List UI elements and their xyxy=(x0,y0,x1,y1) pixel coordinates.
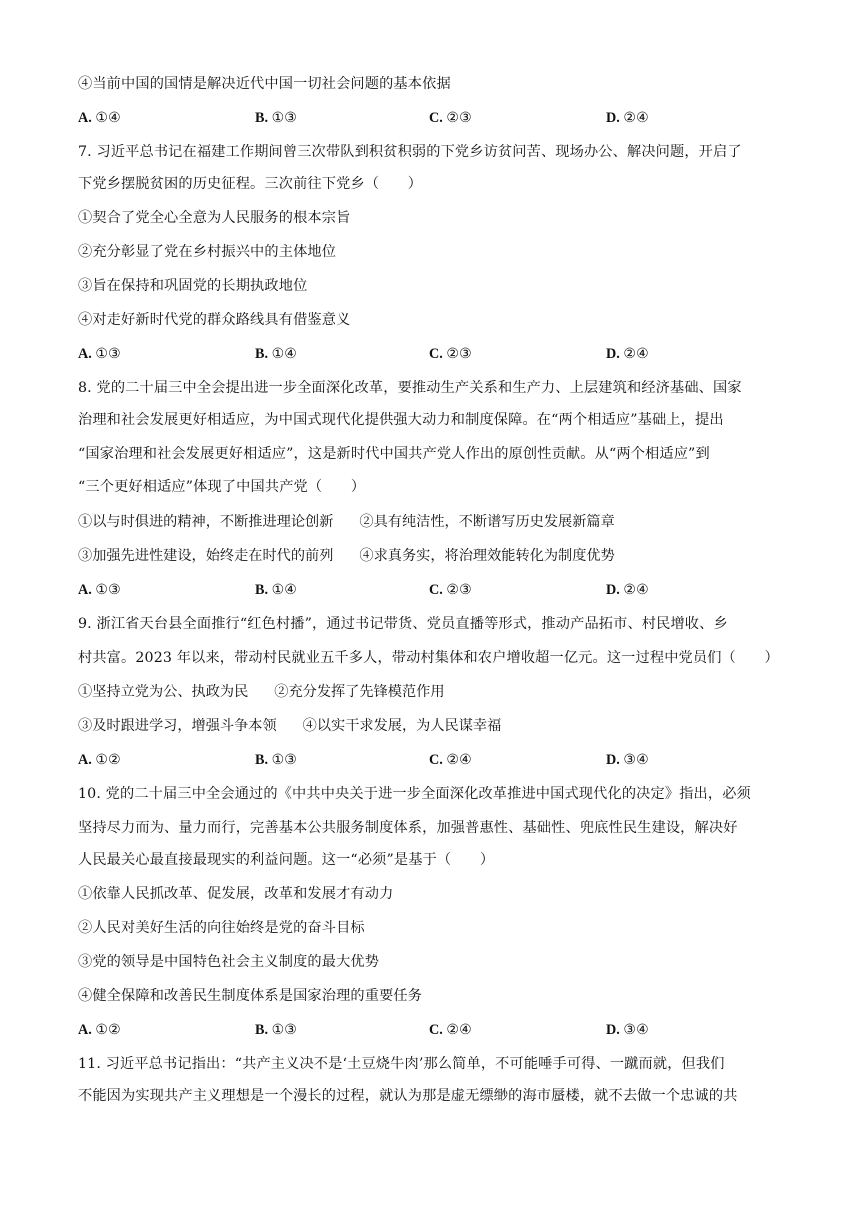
statement-2: ②充分彰显了党在乡村振兴中的主体地位 xyxy=(78,244,337,260)
answer-options-q9 xyxy=(78,750,778,770)
answer-options-q6 xyxy=(78,108,778,128)
statement-1: ①依靠人民抓改革、促发展，改革和发展才有动力 xyxy=(78,886,394,902)
question-9-stem-cont: 村共富。2023 年以来，带动村民就业五千多人，带动村集体和农户增收超一亿元。这一过程中党员们（ ） xyxy=(78,650,779,666)
question-8-stem-cont: “三个更好相适应”体现了中国共产党（ ） xyxy=(78,479,366,495)
question-7-stem: 7. 习近平总书记在福建工作期间曾三次带队到积贫积弱的下党乡访贫问苦、现场办公、解决问题，开启了 xyxy=(78,144,742,160)
option-b[interactable]: B. ①④ xyxy=(255,582,298,598)
option-c[interactable]: C. ②③ xyxy=(429,110,472,126)
option-d[interactable]: D. ③④ xyxy=(606,1022,649,1038)
option-a[interactable]: A. ①④ xyxy=(78,110,121,126)
question-8-stem-cont: 治理和社会发展更好相适应，为中国式现代化提供强大动力和制度保障。在“两个相适应”基础上，提出 xyxy=(78,412,724,428)
statement-1: ①契合了党全心全意为人民服务的根本宗旨 xyxy=(78,210,351,226)
statement-3: ③党的领导是中国特色社会主义制度的最大优势 xyxy=(78,954,380,970)
statement-2: ②充分发挥了先锋模范作用 xyxy=(274,684,445,700)
statement-4: ④对走好新时代党的群众路线具有借鉴意义 xyxy=(78,312,351,328)
statement-2: ②具有纯洁性，不断谱写历史发展新篇章 xyxy=(359,514,615,530)
option-b[interactable]: B. ①③ xyxy=(255,110,298,126)
question-9-stem: 9. 浙江省天台县全面推行“红色村播”，通过书记带货、党员直播等形式，推动产品拓市、村民增收、乡 xyxy=(78,616,728,632)
question-8-stem: 8. 党的二十届三中全会提出进一步全面深化改革，要推动生产关系和生产力、上层建筑和经济基础、国家 xyxy=(78,380,742,396)
option-c[interactable]: C. ②③ xyxy=(429,582,472,598)
statement-3: ③加强先进性建设，始终走在时代的前列 xyxy=(78,548,334,564)
statement-1: ①以与时俱进的精神，不断推进理论创新 xyxy=(78,514,334,530)
option-d[interactable]: D. ②④ xyxy=(606,110,649,126)
question-11-stem-cont: 不能因为实现共产主义理想是一个漫长的过程，就认为那是虚无缥缈的海市蜃楼，就不去做一个忠诚的共 xyxy=(78,1088,738,1104)
option-d[interactable]: D. ②④ xyxy=(606,582,649,598)
option-d[interactable]: D. ②④ xyxy=(606,346,649,362)
option-b[interactable]: B. ①④ xyxy=(255,346,298,362)
answer-options-q8 xyxy=(78,580,778,600)
question-7-stem-cont: 下党乡摆脱贫困的历史征程。三次前往下党乡（ ） xyxy=(78,176,423,192)
option-b[interactable]: B. ①③ xyxy=(255,752,298,768)
statement-3: ③及时跟进学习，增强斗争本领 xyxy=(78,718,277,734)
question-10-stem-cont: 人民最关心最直接最现实的利益问题。这一“必须”是基于（ ） xyxy=(78,852,495,868)
statement-1: ①坚持立党为公、执政为民 xyxy=(78,684,249,700)
question-8-stem-cont: “国家治理和社会发展更好相适应”，这是新时代中国共产党人作出的原创性贡献。从“两个相适应”到 xyxy=(78,446,710,462)
statement-4: ④健全保障和改善民生制度体系是国家治理的重要任务 xyxy=(78,988,423,1004)
question-10-stem-cont: 坚持尽力而为、量力而行，完善基本公共服务制度体系，加强普惠性、基础性、兜底性民生建设，解决好 xyxy=(78,820,738,836)
statements-1-2 xyxy=(78,682,445,702)
statements-1-2 xyxy=(78,512,615,532)
answer-options-q10 xyxy=(78,1020,778,1040)
option-c[interactable]: C. ②④ xyxy=(429,1022,472,1038)
option-a[interactable]: A. ①② xyxy=(78,1022,121,1038)
statements-3-4 xyxy=(78,716,501,736)
option-c[interactable]: C. ②④ xyxy=(429,752,472,768)
statement-2: ②人民对美好生活的向往始终是党的奋斗目标 xyxy=(78,920,365,936)
option-c[interactable]: C. ②③ xyxy=(429,346,472,362)
option-a[interactable]: A. ①③ xyxy=(78,582,121,598)
statement-4: ④求真务实，将治理效能转化为制度优势 xyxy=(359,548,615,564)
option-a[interactable]: A. ①③ xyxy=(78,346,121,362)
option-b[interactable]: B. ①③ xyxy=(255,1022,298,1038)
statement-3: ③旨在保持和巩固党的长期执政地位 xyxy=(78,278,308,294)
option-d[interactable]: D. ③④ xyxy=(606,752,649,768)
statement-4: ④当前中国的国情是解决近代中国一切社会问题的基本依据 xyxy=(78,76,451,92)
question-11-stem: 11. 习近平总书记指出：“共产主义决不是‘土豆烧牛肉’那么简单，不可能唾手可得、一蹴而就，但我们 xyxy=(78,1056,725,1072)
question-10-stem: 10. 党的二十届三中全会通过的《中共中央关于进一步全面深化改革推进中国式现代化的决定》指出，必须 xyxy=(78,786,751,802)
answer-options-q7 xyxy=(78,344,778,364)
statement-4: ④以实干求发展，为人民谋幸福 xyxy=(302,718,502,734)
option-a[interactable]: A. ①② xyxy=(78,752,121,768)
statements-3-4 xyxy=(78,546,615,566)
